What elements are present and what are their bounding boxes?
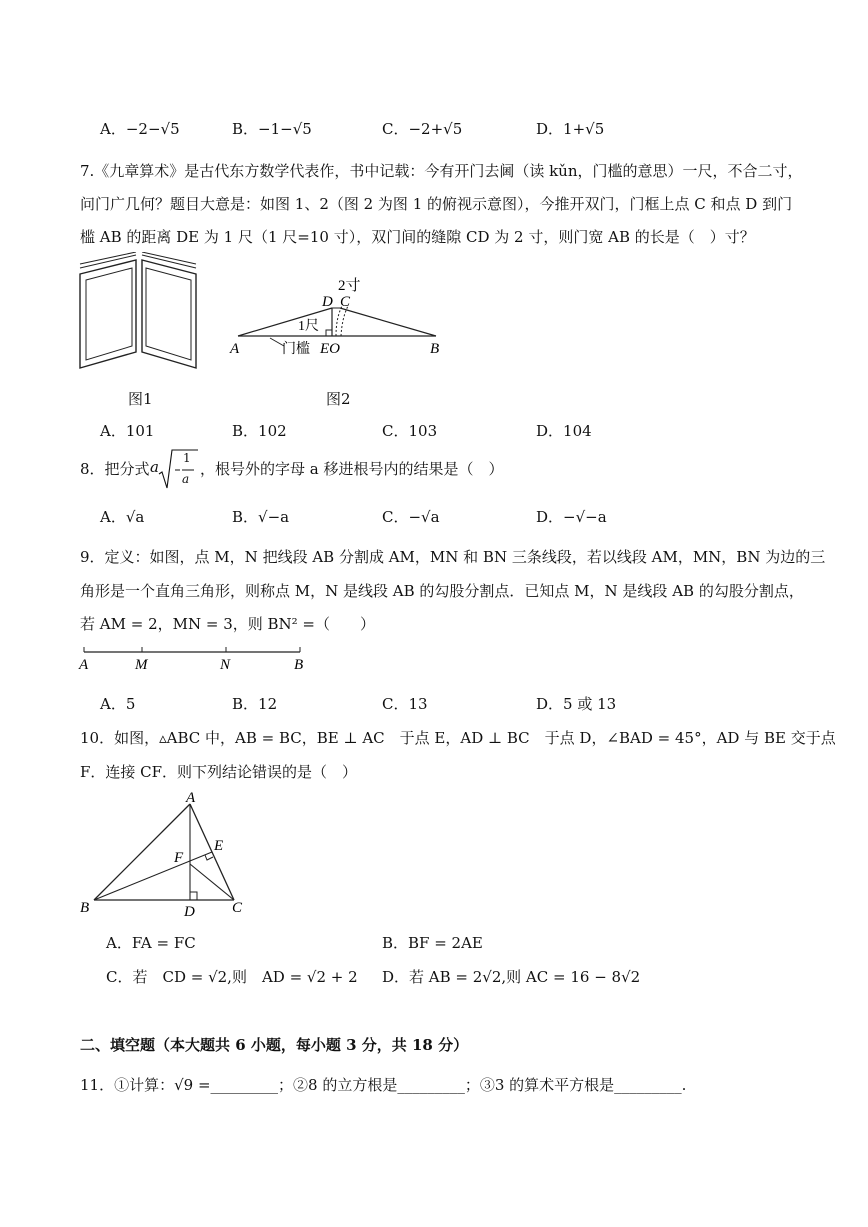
q10-text-line1: 10．如图，▵ABC 中，AB = BC，BE ⊥ AC 于点 E，AD ⊥ BC 于点 D，∠BAD = 45°，AD 与 BE 交于点 <box>80 729 836 747</box>
q8-frac-num: 1 <box>183 451 191 465</box>
label-C: C <box>340 294 351 310</box>
fig2-caption: 图2 <box>326 390 351 408</box>
q7-text-line3: 槛 AB 的距离 DE 为 1 尺（1 尺=10 寸），双门间的缝隙 CD 为 2 寸，则门宽 AB 的长是（ ）寸？ <box>80 228 755 246</box>
label-1chi: 1尺 <box>298 319 319 334</box>
q7-option-a: A．101 <box>100 422 155 440</box>
q9-text-line2: 角形是一个直角三角形，则称点 M，N 是线段 AB 的勾股分割点．已知点 M，N 是线段 AB 的勾股分割点， <box>80 582 804 600</box>
seg-label-B: B <box>294 657 304 673</box>
door-figure-2 <box>228 272 448 362</box>
q9-text-line1: 9．定义：如图，点 M，N 把线段 AB 分割成 AM，MN 和 BN 三条线段，若以线段 AM，MN，BN 为边的三 <box>80 548 826 566</box>
seg-label-N: N <box>220 657 231 673</box>
label-B: B <box>430 341 440 357</box>
fig1-caption: 图1 <box>128 390 153 408</box>
q6-option-d: D．1+√5 <box>536 120 605 138</box>
q8-option-d: D．−√−a <box>536 508 607 526</box>
q8-prefix: 8．把分式 <box>80 460 150 478</box>
seg-label-M: M <box>135 657 148 673</box>
door-figure-1 <box>78 252 198 372</box>
q9-option-c: C．13 <box>382 695 428 713</box>
seg-label-A: A <box>79 657 89 673</box>
q7-text-line1: 7.《九章算术》是古代东方数学代表作，书中记载：今有开门去阃（读 kǔn，门槛的意思）一尺，不合二寸， <box>80 162 803 180</box>
label-menkan: 门槛 <box>282 342 310 357</box>
q7-option-d: D．104 <box>536 422 592 440</box>
tri-label-B: B <box>80 900 90 916</box>
tri-label-C: C <box>232 900 243 916</box>
q8-option-a: A．√a <box>100 508 145 526</box>
q10-option-c: C．若 CD = √2,则 AD = √2 + 2 <box>106 968 358 986</box>
q8-option-c: C．−√a <box>382 508 440 526</box>
q9-option-a: A．5 <box>100 695 136 713</box>
label-D: D <box>322 294 333 310</box>
q7-option-b: B．102 <box>232 422 287 440</box>
q10-option-d: D．若 AB = 2√2,则 AC = 16 − 8√2 <box>382 968 641 986</box>
q10-text-line2: F．连接 CF．则下列结论错误的是（ ） <box>80 763 358 781</box>
section-2-title: 二、填空题（本大题共 6 小题，每小题 3 分，共 18 分） <box>80 1036 469 1054</box>
q9-text-line3: 若 AM = 2，MN = 3，则 BN² =（ ） <box>80 615 376 633</box>
q9-option-d: D．5 或 13 <box>536 695 617 713</box>
tri-label-D: D <box>184 904 195 920</box>
tri-label-F: F <box>174 850 184 866</box>
triangle-ABC-figure <box>76 788 256 920</box>
q8-option-b: B．√−a <box>232 508 290 526</box>
q7-option-c: C．103 <box>382 422 438 440</box>
tri-label-A: A <box>186 790 196 806</box>
q6-option-a: A．−2−√5 <box>100 120 180 138</box>
q8-frac-den: a <box>182 472 190 486</box>
q9-option-b: B．12 <box>232 695 278 713</box>
q8-suffix: ，根号外的字母 a 移进根号内的结果是（ ） <box>200 460 504 478</box>
label-EO: EO <box>320 341 340 357</box>
q10-option-b: B．BF = 2AE <box>382 934 483 952</box>
q6-option-b: B．−1−√5 <box>232 120 312 138</box>
q7-text-line2: 问门广几何？题目大意是：如图 1、2（图 2 为图 1 的俯视示意图），今推开双门，门框上点 C 和点 D 到门 <box>80 195 793 213</box>
q8-radical <box>158 448 198 492</box>
q8-a: a <box>150 458 159 476</box>
q11-text: 11．①计算：√9 =_________；②8 的立方根是_________；③3 的算术平方根是_________. <box>80 1076 687 1094</box>
q6-option-c: C．−2+√5 <box>382 120 463 138</box>
label-A: A <box>230 341 240 357</box>
segment-AB-figure <box>78 644 310 674</box>
q10-option-a: A．FA = FC <box>106 934 196 952</box>
tri-label-E: E <box>214 838 224 854</box>
label-2cun: 2寸 <box>338 278 361 294</box>
